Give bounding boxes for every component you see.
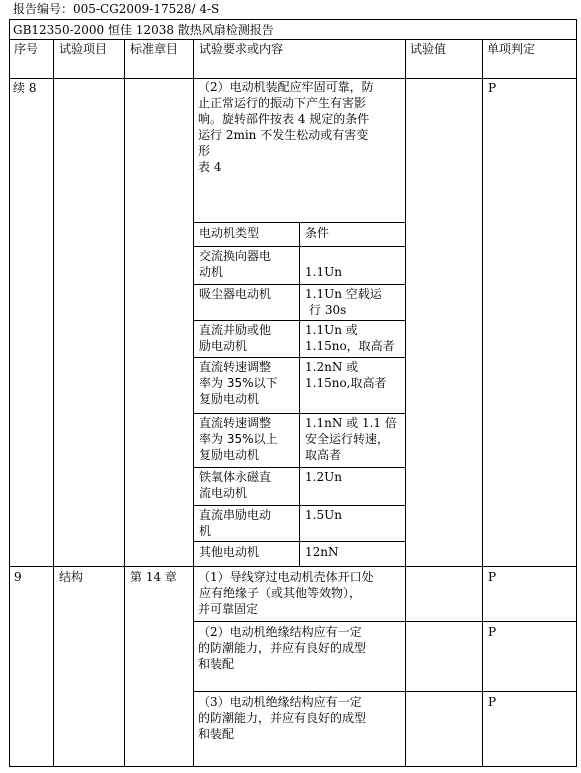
- table4-condition-cell: 1.1Un 或 1.15no，取高者: [305, 323, 395, 353]
- row2-sub-requirement: （2）电动机绝缘结构应有一定 的防潮能力，并应有良好的成型 和装配: [198, 625, 367, 671]
- header-item: 试验项目: [59, 42, 108, 56]
- table4-condition-cell: 1.1Un: [305, 265, 342, 279]
- header-verdict: 单项判定: [487, 42, 536, 56]
- row1-line: （2）电动机装配应牢固可靠，防: [198, 80, 374, 94]
- row1-line: 响。旋转部件按表 4 规定的条件: [198, 112, 370, 126]
- header-seq: 序号: [14, 42, 39, 56]
- table4-type-cell: 吸尘器电动机: [199, 287, 272, 301]
- table4-condition-cell: 1.1nN 或 1.1 倍 安全运行转速， 取高者: [305, 416, 397, 462]
- row2-sub-verdict: P: [488, 570, 497, 584]
- table4-header-condition: 条件: [305, 226, 330, 240]
- row2-sub-requirement: （3）电动机绝缘结构应有一定 的防潮能力，并应有良好的成型 和装配: [198, 695, 367, 741]
- document-title: GB12350-2000 恒佳 12038 散热风扇检测报告: [13, 23, 274, 37]
- row2-sub-verdict: P: [488, 625, 497, 639]
- table4-condition-cell: 1.5Un: [305, 508, 342, 522]
- table4-condition-cell: 12nN: [305, 545, 339, 559]
- header-requirement: 试验要求或内容: [199, 42, 284, 56]
- table4-type-cell: 直流串励电动 机: [199, 508, 272, 538]
- row2-clause: 第 14 章: [130, 570, 177, 584]
- row2-seq: 9: [14, 570, 22, 584]
- row2-sub-verdict: P: [488, 695, 497, 709]
- table4-condition-cell: 1.2Un: [305, 470, 342, 484]
- row1-line: 形: [198, 144, 211, 158]
- table4-type-cell: 铁氧体永磁直 流电动机: [199, 470, 272, 500]
- table4-type-cell: 交流换向器电 动机: [199, 249, 272, 279]
- row1-verdict: P: [488, 81, 497, 95]
- table4-condition-cell: 1.1Un 空载运 行 30s: [305, 287, 382, 317]
- row1-line: 表 4: [198, 160, 222, 174]
- table4-type-cell: 直流转速调整 率为 35%以上 复励电动机: [199, 416, 278, 462]
- table4-header-type: 电动机类型: [199, 226, 260, 240]
- row1-line: 运行 2min 不发生松动或有害变: [198, 128, 369, 142]
- header-value: 试验值: [410, 42, 447, 56]
- row2-item: 结构: [59, 570, 84, 584]
- row1-line: 止正常运行的振动下产生有害影: [198, 96, 367, 110]
- table4-type-cell: 直流转速调整 率为 35%以下 复励电动机: [199, 360, 278, 406]
- header-clause: 标准章目: [130, 42, 179, 56]
- row1-requirement: [198, 79, 374, 175]
- report-number: 报告编号：005-CG2009-17528/ 4-S: [13, 2, 220, 16]
- table4-condition-cell: 1.2nN 或 1.15no,取高者: [305, 360, 387, 390]
- row2-sub-requirement: （1）导线穿过电动机壳体开口处 应有绝缘子（或其他等效物）， 并可靠固定: [198, 570, 374, 616]
- row1-seq: 续 8: [13, 81, 37, 95]
- table4-type-cell: 其他电动机: [199, 545, 260, 559]
- table4-type-cell: 直流并励或他 励电动机: [199, 323, 272, 353]
